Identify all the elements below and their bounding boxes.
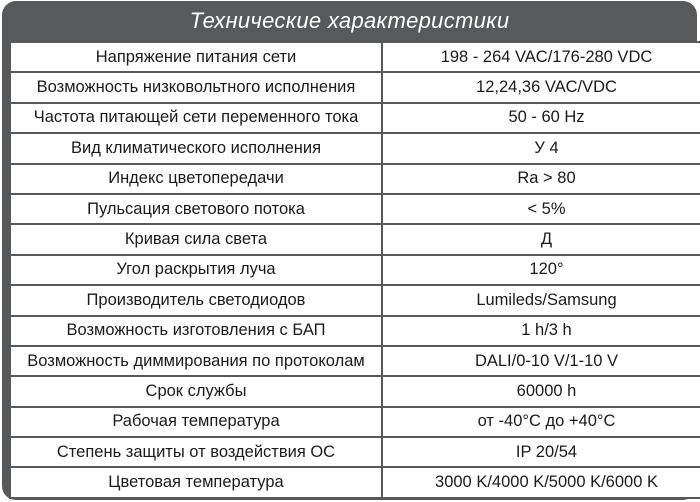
param-cell: Кривая сила света <box>10 224 382 254</box>
param-cell: Цветовая температура <box>10 467 382 497</box>
param-cell: Рабочая температура <box>10 407 382 437</box>
table-row <box>10 194 700 224</box>
param-cell: Производитель светодиодов <box>10 285 382 315</box>
param-cell: Индекс цветопередачи <box>10 164 382 194</box>
value-cell: 3000 K/4000 K/5000 K/6000 K <box>382 467 700 497</box>
value-cell: 60000 h <box>382 376 700 406</box>
table-row <box>10 437 700 467</box>
param-cell: Частота питающей сети переменного тока <box>10 103 382 133</box>
table-row <box>10 133 700 163</box>
value-cell: IP 20/54 <box>382 437 700 467</box>
table-row <box>10 407 700 437</box>
param-cell: Напряжение питания сети <box>10 42 382 72</box>
value-cell: Ra > 80 <box>382 164 700 194</box>
param-cell: Срок службы <box>10 376 382 406</box>
spec-panel <box>2 1 697 500</box>
param-cell: Пульсация светового потока <box>10 194 382 224</box>
table-row <box>10 255 700 285</box>
value-cell: 1 h/3 h <box>382 316 700 346</box>
value-cell: < 5% <box>382 194 700 224</box>
value-cell: 50 - 60 Hz <box>382 103 700 133</box>
table-row <box>10 346 700 376</box>
value-cell: 12,24,36 VAC/VDC <box>382 72 700 102</box>
table-row <box>10 164 700 194</box>
param-cell: Вид климатического исполнения <box>10 133 382 163</box>
param-cell: Возможность диммирования по протоколам <box>10 346 382 376</box>
param-cell: Возможность изготовления с БАП <box>10 316 382 346</box>
table-row <box>10 72 700 102</box>
param-cell: Возможность низковольтного исполнения <box>10 72 382 102</box>
spec-table <box>9 41 700 499</box>
value-cell: Lumileds/Samsung <box>382 285 700 315</box>
value-cell: от -40°C до +40°C <box>382 407 700 437</box>
param-cell: Угол раскрытия луча <box>10 255 382 285</box>
table-row <box>10 42 700 72</box>
value-cell: 120° <box>382 255 700 285</box>
value-cell: Д <box>382 224 700 254</box>
value-cell: У 4 <box>382 133 700 163</box>
value-cell: DALI/0-10 V/1-10 V <box>382 346 700 376</box>
table-row <box>10 376 700 406</box>
param-cell: Степень защиты от воздействия ОС <box>10 437 382 467</box>
table-row <box>10 224 700 254</box>
table-row <box>10 467 700 497</box>
table-row <box>10 316 700 346</box>
table-row <box>10 285 700 315</box>
table-row <box>10 103 700 133</box>
value-cell: 198 - 264 VAC/176-280 VDC <box>382 42 700 72</box>
spec-title: Технические характеристики <box>189 8 510 33</box>
